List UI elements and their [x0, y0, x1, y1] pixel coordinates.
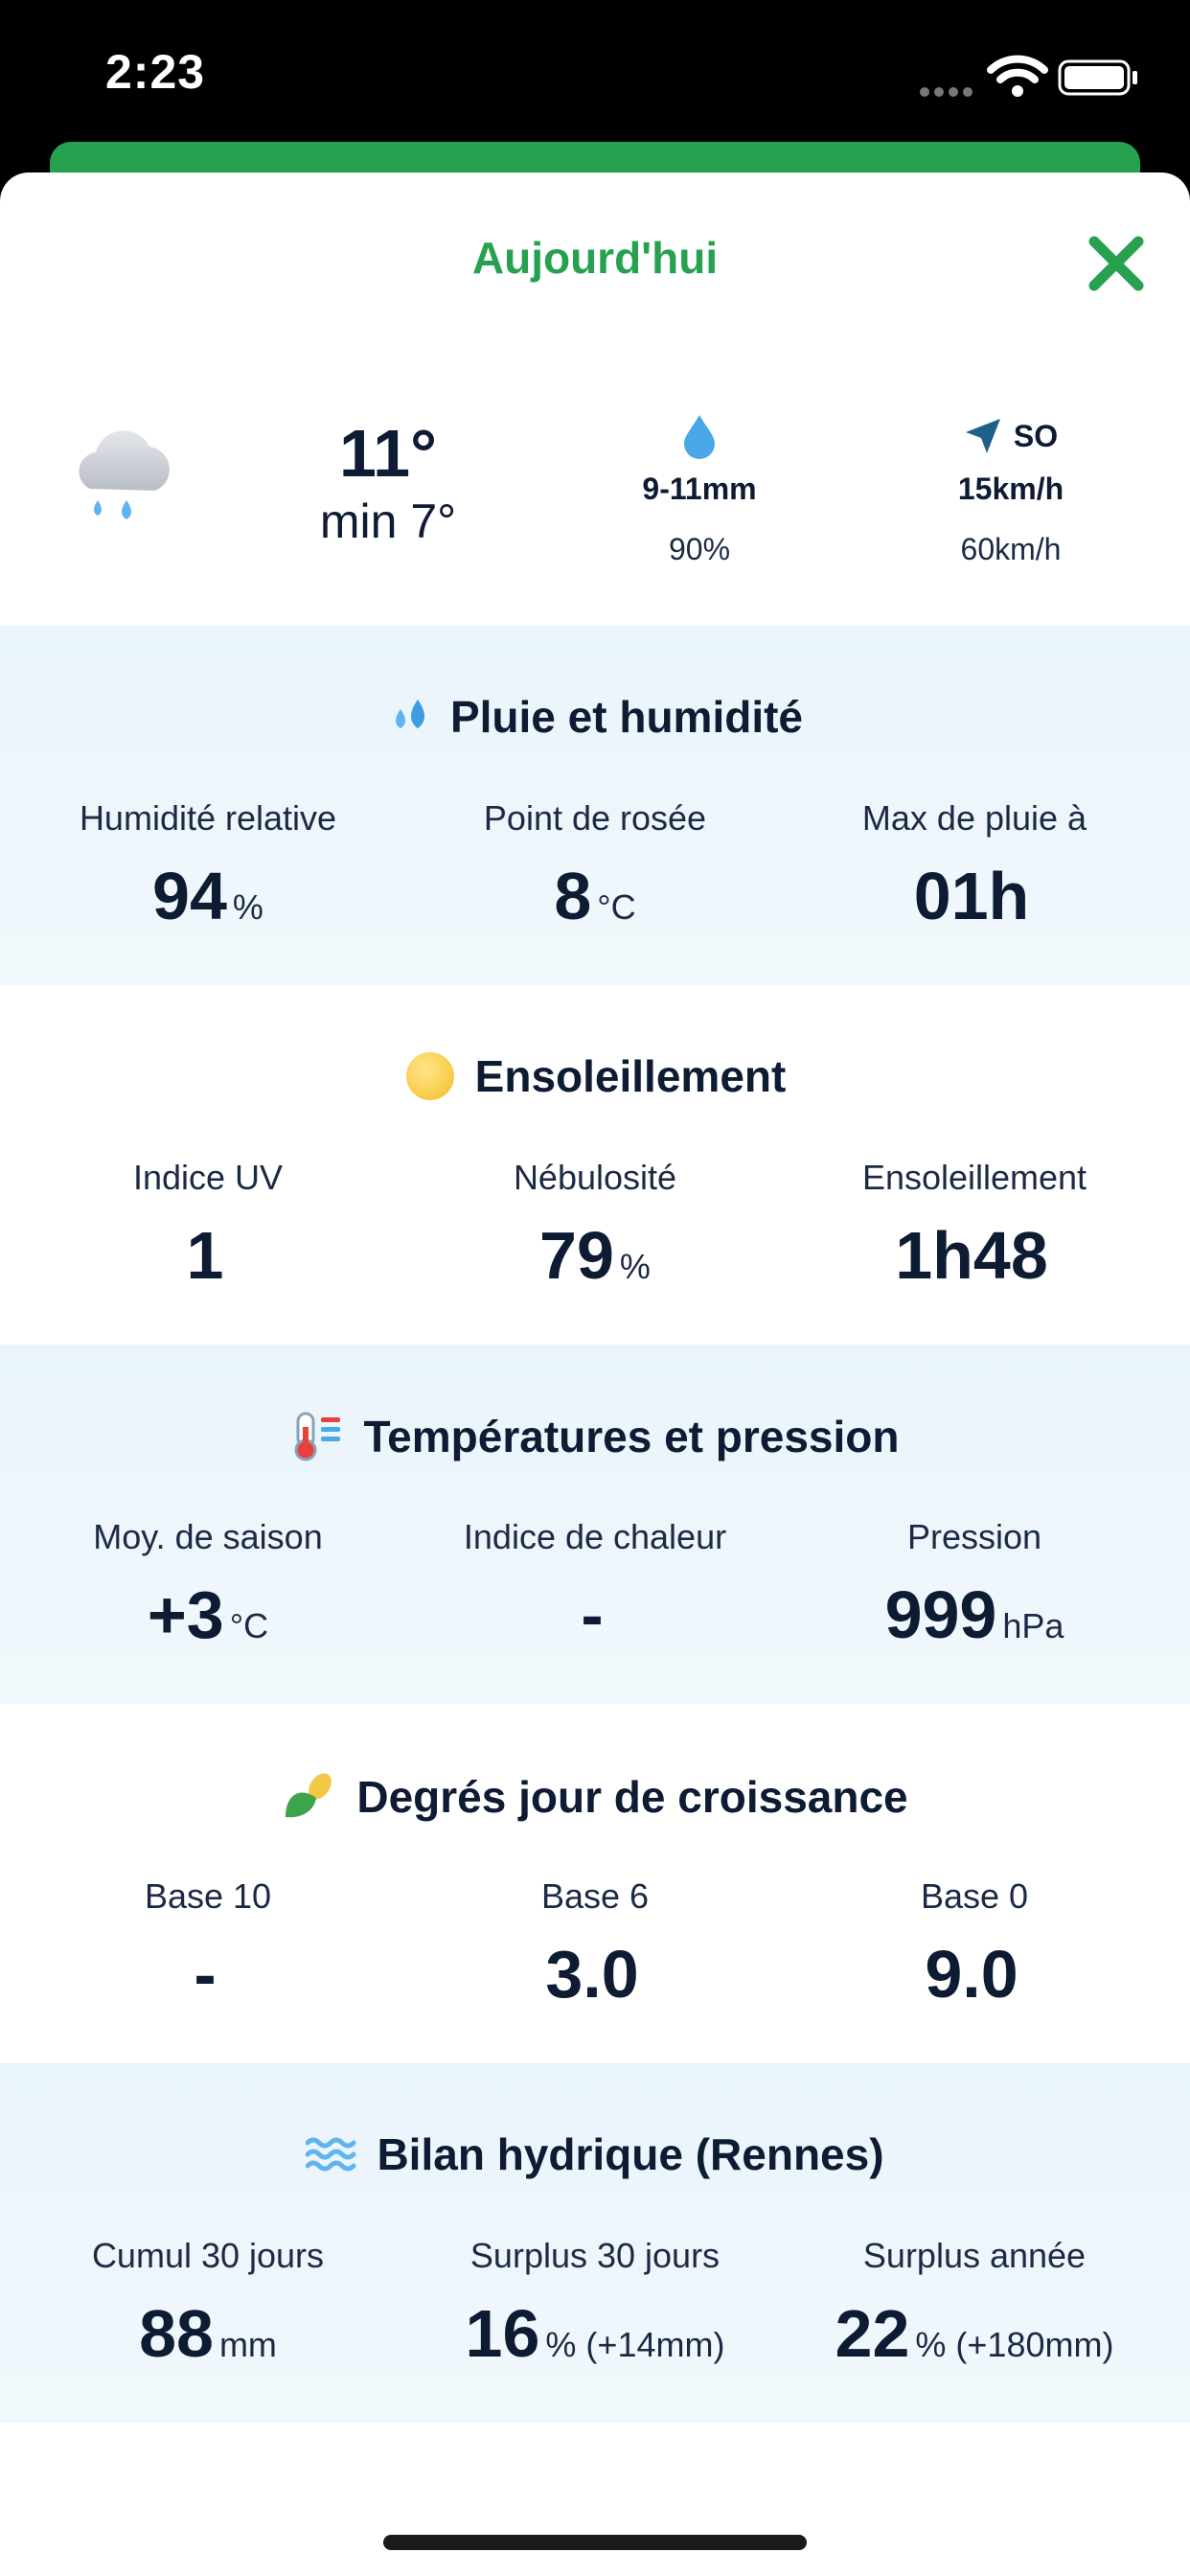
metric-value: 16 [465, 2296, 540, 2371]
status-bar [0, 0, 1190, 163]
thermometer-icon [290, 1410, 344, 1463]
metric-heat-index [397, 1517, 793, 1653]
wind-block [901, 412, 1121, 567]
metric-value: 88 [139, 2296, 214, 2371]
metric-max-rain-hour [776, 798, 1173, 934]
section-title: Bilan hydrique (Rennes) [377, 2129, 884, 2179]
metric-value: - [581, 1577, 604, 1652]
metric-unit: % (+180mm) [915, 2325, 1114, 2364]
close-icon[interactable] [1083, 230, 1150, 297]
section-rain-humidity [0, 626, 1190, 985]
wind-arrow-icon [964, 417, 1002, 455]
section-water-balance [0, 2063, 1190, 2423]
metric-surplus-year [776, 2236, 1173, 2372]
metric-label: Max de pluie à [861, 798, 1087, 838]
section-growing-degree-days [0, 1704, 1190, 2063]
rain-probability: 90% [668, 532, 731, 566]
home-indicator[interactable] [383, 2535, 807, 2550]
day-summary [0, 412, 1190, 623]
waves-icon [306, 2135, 357, 2174]
metric-unit: °C [229, 1606, 269, 1645]
metric-label: Surplus année [862, 2236, 1087, 2275]
sun-icon [404, 1050, 456, 1102]
section-title: Températures et pression [363, 1412, 900, 1461]
metric-dew-point [397, 798, 793, 934]
metric-label: Pression [906, 1517, 1042, 1556]
metric-value: - [194, 1937, 217, 2012]
metric-base-10 [10, 1876, 406, 2012]
section-title: Pluie et humidité [449, 692, 804, 742]
metric-label: Base 10 [144, 1876, 272, 1916]
metric-value: 999 [884, 1577, 997, 1652]
metric-value: 9.0 [925, 1937, 1018, 2012]
metric-unit: % [619, 1247, 651, 1286]
wifi-icon [987, 53, 1048, 99]
wind-speed: 15km/h [957, 472, 1064, 506]
metric-unit: % [232, 887, 263, 927]
rain-cloud-icon [69, 422, 184, 537]
status-time: 2:23 [105, 45, 206, 99]
metric-label: Base 0 [920, 1876, 1029, 1916]
metric-unit: hPa [1002, 1606, 1064, 1645]
section-title: Ensoleillement [474, 1051, 787, 1101]
metric-sunshine-duration [776, 1158, 1173, 1294]
metric-value: 01h [913, 859, 1030, 933]
metric-label: Ensoleillement [861, 1158, 1087, 1197]
cellular-signal-icon [920, 84, 977, 102]
metric-unit: % (+14mm) [545, 2325, 725, 2364]
droplets-icon [387, 698, 431, 736]
wind-direction: SO [1013, 418, 1059, 453]
metric-cloud-cover [397, 1158, 793, 1294]
leaf-corn-icon [282, 1769, 337, 1825]
metric-value: 1h48 [895, 1218, 1048, 1293]
metric-label: Base 6 [540, 1876, 650, 1916]
rain-amount: 9-11mm [642, 472, 757, 506]
metric-value: 22 [835, 2296, 910, 2371]
metric-surplus-30-days [397, 2236, 793, 2372]
metric-value: +3 [147, 1577, 224, 1652]
metric-label: Indice de chaleur [463, 1517, 727, 1556]
battery-icon [1058, 59, 1140, 96]
section-title: Degrés jour de croissance [356, 1772, 908, 1822]
temperature-min: min 7° [319, 494, 457, 548]
forecast-sheet [0, 172, 1190, 2576]
metric-pressure [776, 1517, 1173, 1653]
metric-value: 8 [554, 859, 592, 933]
precipitation-block [594, 412, 805, 567]
water-drop-icon [682, 413, 717, 459]
metric-label: Moy. de saison [93, 1517, 323, 1556]
metric-value: 94 [152, 859, 227, 933]
metric-cumul-30-days [10, 2236, 406, 2372]
metric-relative-humidity [10, 798, 406, 934]
section-sunshine [0, 985, 1190, 1345]
metric-season-average [10, 1517, 406, 1653]
metric-label: Point de rosée [483, 798, 707, 838]
metric-label: Nébulosité [513, 1158, 677, 1197]
metric-label: Indice UV [132, 1158, 284, 1197]
section-temperature-pressure [0, 1345, 1190, 1704]
temperature-max: 11° [339, 416, 437, 491]
metric-value: 1 [186, 1218, 224, 1293]
metric-label: Surplus 30 jours [469, 2236, 721, 2275]
metric-base-0 [776, 1876, 1173, 2012]
temperature-block [287, 412, 489, 548]
metric-base-6 [397, 1876, 793, 2012]
metric-unit: mm [218, 2325, 277, 2364]
metric-unit: °C [597, 887, 636, 927]
wind-gusts: 60km/h [960, 532, 1062, 566]
metric-label: Cumul 30 jours [91, 2236, 325, 2275]
metric-label: Humidité relative [79, 798, 337, 838]
metric-value: 79 [539, 1218, 614, 1293]
sheet-title: Aujourd'hui [471, 233, 719, 283]
metric-value: 3.0 [545, 1937, 639, 2012]
metric-uv-index [10, 1158, 406, 1294]
